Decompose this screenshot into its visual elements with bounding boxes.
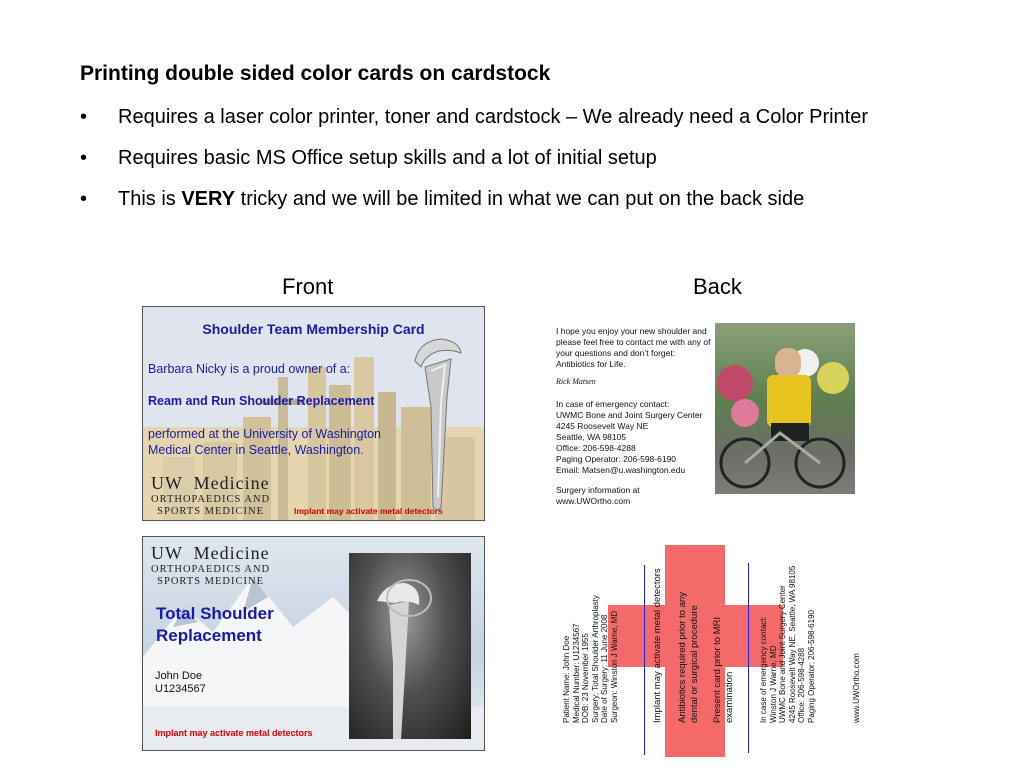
mri-note: Present card prior to MRI examination [712,616,735,723]
logo-sub-2: SPORTS MEDICINE [157,576,264,587]
paging-phone: Paging Operator: 206-598-6190 [556,454,677,464]
title-line-1: Total Shoulder [156,604,274,623]
implant-stem-image [411,337,467,515]
emergency-contact-block: In case of emergency contact: Winston J Warne, MD UWMC Bone and Joint Surgery Center 4245 Roosevelt Way NE, Seattle, WA 98105 Office: 206-598-4288 Paging Operator: 206-598-6190 [759,565,816,723]
address-line-1: 4245 Roosevelt Way NE [556,421,649,431]
website-vertical: www.UWOrtho.com [852,653,861,723]
signature: Rick Matsen [556,377,596,386]
logo-medicine: Medicine [193,473,270,493]
implant-warning-vertical: Implant may activate metal detectors [652,568,663,723]
office-phone: Office: 206-598-4288 [556,443,636,453]
uw-medicine-logo [151,543,270,588]
bullet-1 [80,106,868,129]
intro-line-3: your questions and don’t forget: [556,348,676,358]
bullet-marker: • [80,106,88,128]
metal-detector-warning: Implant may activate metal detectors [294,506,443,516]
logo-uw: UW [151,543,183,563]
uw-medicine-logo [151,473,270,518]
antibiotics-note: Antibiotics required prior to any dental or surgical procedure [677,592,700,723]
email: Email: Matsen@u.washington.edu [556,465,686,475]
divider-line [748,563,749,753]
surgery-info: Surgery information at www.UWOrtho.com [556,485,640,506]
total-shoulder-title [156,603,274,647]
bullet-text: Requires a laser color printer, toner and cardstock – We already need a Color Printer [118,106,869,128]
bullet-emphasis: VERY [181,188,236,210]
logo-sub-2: SPORTS MEDICINE [157,506,264,517]
slide-title: Printing double sided color cards on cardstock [80,62,551,85]
bullet-text-after: tricky and we will be limited in what we can put on the back side [235,188,805,210]
procedure-name: Ream and Run Shoulder Replacement [148,394,375,408]
bullet-3 [80,188,804,211]
metal-detector-warning: Implant may activate metal detectors [155,728,313,738]
performed-line-2: Medical Center in Seattle, Washington. [148,443,364,457]
patient-id: U1234567 [155,683,206,695]
bullet-text-before: This is [118,188,182,210]
membership-card-title: Shoulder Team Membership Card [202,321,425,337]
logo-medicine: Medicine [193,543,270,563]
performed-line-1: performed at the University of Washington [148,427,381,441]
bullet-text: Requires basic MS Office setup skills and a lot of initial setup [118,147,657,169]
logo-uw: UW [151,473,183,493]
front-card-total-shoulder [142,536,485,751]
surgeon-photo [715,323,855,494]
intro-line-4: Antibiotics for Life. [556,359,626,369]
bullet-marker: • [80,147,88,169]
patient-info-block: Patient Name: John Doe Medical Number: U1234567 DOB: 23 November 1955 Surgery: Total Shoulder Arthroplasty Date of Surgery: 11 June 2008 Surgeon: Winston J Warne, MD [562,595,619,723]
logo-sub-1: ORTHOPAEDICS AND [151,494,271,505]
emergency-heading: In case of emergency contact: [556,399,670,409]
bullet-2 [80,147,657,170]
back-label: Back [693,274,742,299]
center-name: UWMC Bone and Joint Surgery Center [556,410,703,420]
back-card-letter [556,326,712,507]
intro-line-2: please feel free to contact me with any of [556,337,711,347]
title-line-2: Replacement [156,626,262,645]
front-label: Front [282,274,334,299]
patient-name: John Doe [155,670,203,682]
logo-sub-1: ORTHOPAEDICS AND [151,564,271,575]
address-line-2: Seattle, WA 98105 [556,432,627,442]
bullet-marker: • [80,188,88,210]
xray-image [349,553,471,739]
owner-line: Barbara Nicky is a proud owner of a: [148,362,351,376]
front-card-membership [142,306,485,521]
back-card-rotated [552,545,872,757]
divider-line [644,565,645,755]
intro-line-1: I hope you enjoy your new shoulder and [556,326,707,336]
